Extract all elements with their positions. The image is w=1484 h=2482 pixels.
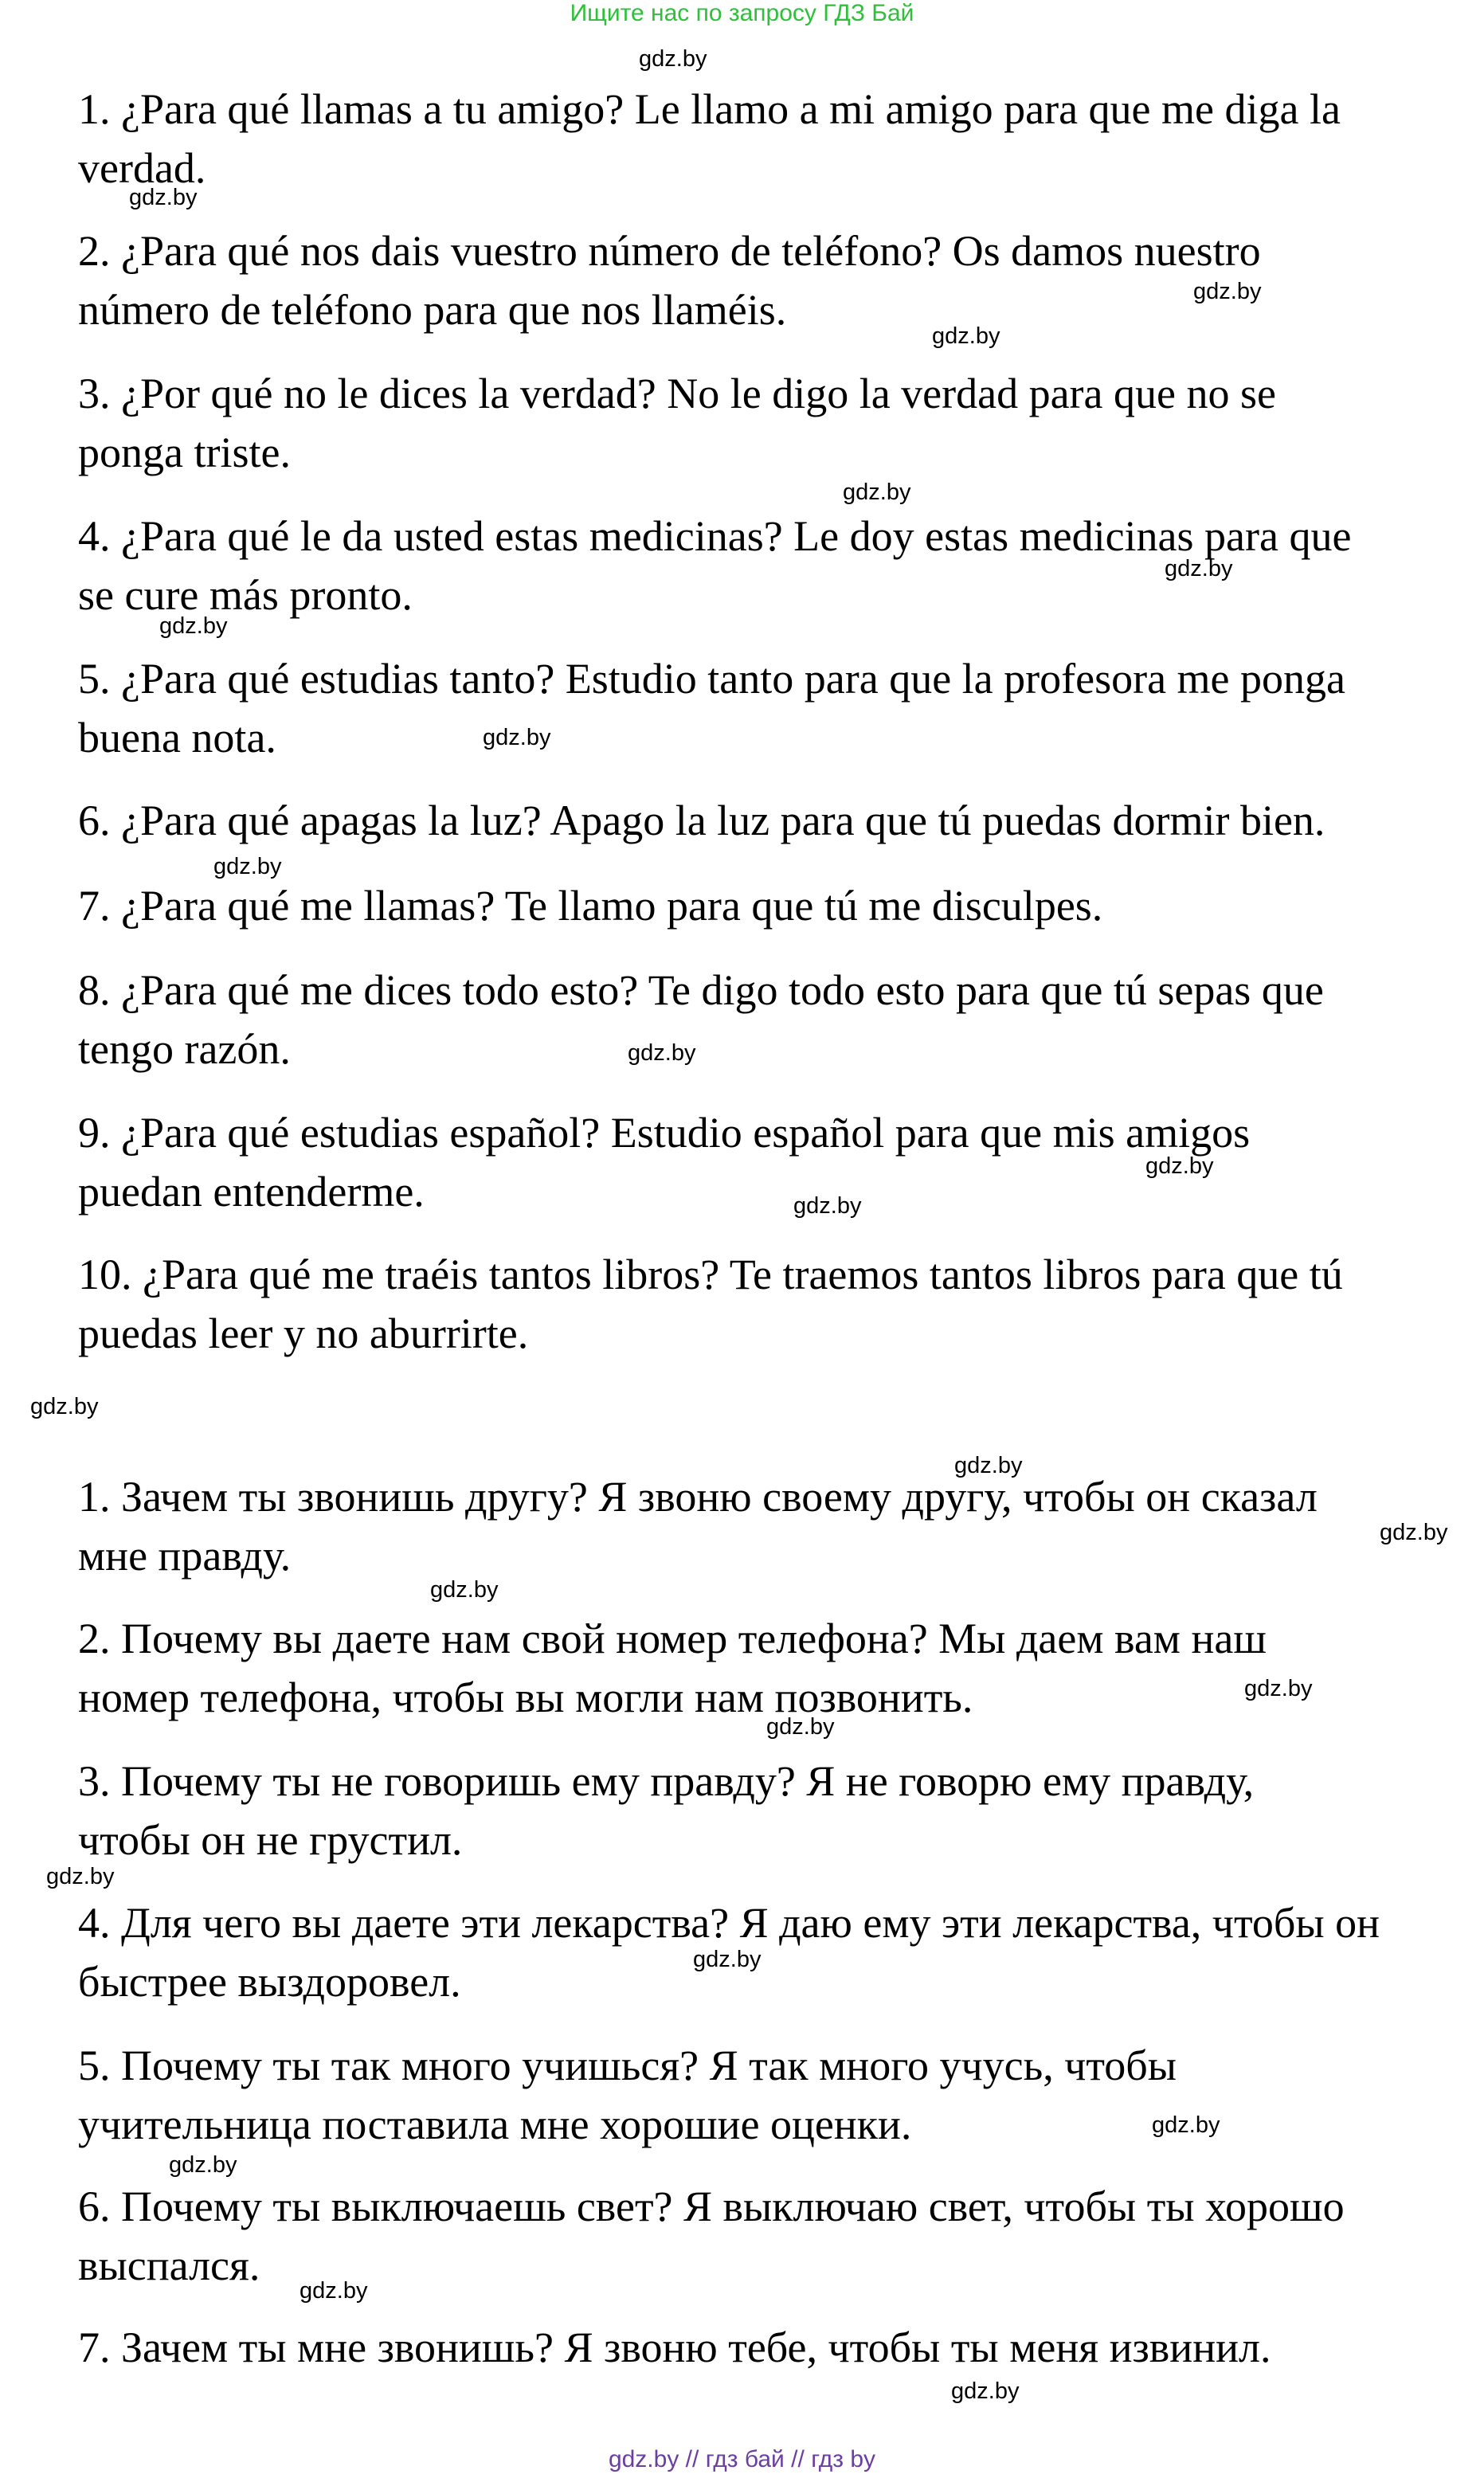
spanish-sentence-5	[78, 649, 1484, 767]
spanish-sentence-7	[78, 876, 1484, 935]
watermark: gdz.by	[1165, 556, 1233, 581]
sentence-line: 8. ¿Para qué me dices todo esto? Te digo todo esto para que tú sepas que	[78, 966, 1324, 1014]
russian-sentence-5	[78, 2036, 1484, 2154]
russian-sentence-1	[78, 1467, 1484, 1585]
sentence-line: puedas leer y no aburrirte.	[78, 1310, 529, 1357]
sentence-line: 2. Почему вы даете нам свой номер телефона? Мы даем вам наш	[78, 1615, 1267, 1662]
sentence-line: verdad.	[78, 144, 206, 192]
sentence-line: 7. ¿Para qué me llamas? Te llamo para que tú me disculpes.	[78, 882, 1103, 930]
sentence-line: 10. ¿Para qué me traéis tantos libros? Te traemos tantos libros para que tú	[78, 1251, 1343, 1298]
spanish-sentence-10	[78, 1245, 1484, 1363]
spanish-sentence-1	[78, 80, 1484, 198]
sentence-line: 7. Зачем ты мне звонишь? Я звоню тебе, чтобы ты меня извинил.	[78, 2323, 1271, 2371]
sentence-line: 4. ¿Para qué le da usted estas medicinas? Le doy estas medicinas para que	[78, 512, 1352, 560]
russian-sentence-7	[78, 2318, 1484, 2377]
sentence-line: мне правду.	[78, 1532, 292, 1580]
footer-separator: //	[685, 2446, 699, 2472]
watermark: gdz.by	[1244, 1676, 1313, 1701]
sentence-line: 5. Почему ты так много учишься? Я так много учусь, чтобы	[78, 2042, 1177, 2089]
watermark: gdz.by	[159, 613, 228, 639]
russian-sentence-4	[78, 1893, 1484, 2011]
spanish-sentence-8	[78, 961, 1484, 1079]
sentence-line: 3. Почему ты не говоришь ему правду? Я не говорю ему правду,	[78, 1757, 1255, 1805]
sentence-line: учительница поставила мне хорошие оценки.	[78, 2100, 912, 2148]
sentence-line: 6. Почему ты выключаешь свет? Я выключаю свет, чтобы ты хорошо	[78, 2183, 1345, 2230]
russian-sentence-3	[78, 1752, 1484, 1869]
search-hint-link[interactable]: Ищите нас по запросу ГДЗ Бай	[570, 0, 914, 26]
watermark: gdz.by	[951, 2378, 1020, 2404]
watermark: gdz.by	[30, 1394, 99, 1419]
watermark: gdz.by	[766, 1714, 835, 1740]
sentence-line: puedan entenderme.	[78, 1168, 425, 1216]
watermark: gdz.by	[793, 1193, 862, 1219]
footer-link-gdz-bai[interactable]: гдз бай	[705, 2446, 785, 2472]
spanish-sentence-9	[78, 1103, 1484, 1221]
spanish-sentence-4	[78, 507, 1484, 624]
watermark: gdz.by	[843, 480, 911, 505]
watermark: gdz.by	[46, 1864, 115, 1889]
spanish-sentence-2	[78, 221, 1484, 339]
footer-separator: //	[791, 2446, 805, 2472]
sentence-line: buena nota.	[78, 714, 276, 761]
watermark: gdz.by	[430, 1577, 499, 1603]
sentence-line: 6. ¿Para qué apagas la luz? Apago la luz para que tú puedas dormir bien.	[78, 797, 1325, 844]
watermark: gdz.by	[1152, 2112, 1220, 2138]
sentence-line: tengo razón.	[78, 1025, 291, 1073]
russian-sentence-2	[78, 1609, 1484, 1727]
sentence-line: выспался.	[78, 2241, 260, 2289]
sentence-line: ponga triste.	[78, 429, 291, 476]
sentence-line: 9. ¿Para qué estudias español? Estudio español para que mis amigos	[78, 1109, 1251, 1157]
watermark: gdz.by	[932, 323, 1000, 349]
footer-link-gdz-by[interactable]: gdz.by	[608, 2446, 679, 2472]
watermark: gdz.by	[639, 46, 707, 72]
spanish-sentence-3	[78, 364, 1484, 482]
sentence-line: 5. ¿Para qué estudias tanto? Estudio tanto para que la profesora me ponga	[78, 655, 1345, 703]
watermark: gdz.by	[300, 2278, 368, 2304]
watermark: gdz.by	[1193, 279, 1262, 304]
sentence-line: 1. ¿Para qué llamas a tu amigo? Le llamo a mi amigo para que me diga la	[78, 85, 1341, 133]
watermark: gdz.by	[169, 2152, 237, 2178]
sentence-line: номер телефона, чтобы вы могли нам позвонить.	[78, 1674, 973, 1721]
watermark: gdz.by	[954, 1453, 1023, 1478]
sentence-line: чтобы он не грустил.	[78, 1816, 463, 1864]
sentence-line: se cure más pronto.	[78, 571, 413, 619]
watermark: gdz.by	[693, 1947, 762, 1972]
sentence-line: 4. Для чего вы даете эти лекарства? Я даю ему эти лекарства, чтобы он	[78, 1899, 1380, 1947]
spanish-sentence-6	[78, 791, 1484, 850]
watermark: gdz.by	[628, 1040, 696, 1066]
sentence-line: 1. Зачем ты звонишь другу? Я звоню своему другу, чтобы он сказал	[78, 1473, 1318, 1521]
footer-link-gdz-by-cyr[interactable]: гдз by	[811, 2446, 876, 2472]
footer-links	[0, 2445, 1484, 2474]
watermark: gdz.by	[1145, 1153, 1214, 1179]
watermark: gdz.by	[483, 725, 551, 750]
russian-sentence-6	[78, 2177, 1484, 2295]
watermark: gdz.by	[213, 854, 282, 879]
sentence-line: быстрее выздоровел.	[78, 1958, 461, 2006]
sentence-line: número de teléfono para que nos llaméis.	[78, 286, 787, 334]
watermark: gdz.by	[1380, 1520, 1448, 1545]
watermark: gdz.by	[129, 185, 198, 210]
sentence-line: 2. ¿Para qué nos dais vuestro número de teléfono? Os damos nuestro	[78, 227, 1261, 275]
sentence-line: 3. ¿Por qué no le dices la verdad? No le digo la verdad para que no se	[78, 370, 1276, 417]
